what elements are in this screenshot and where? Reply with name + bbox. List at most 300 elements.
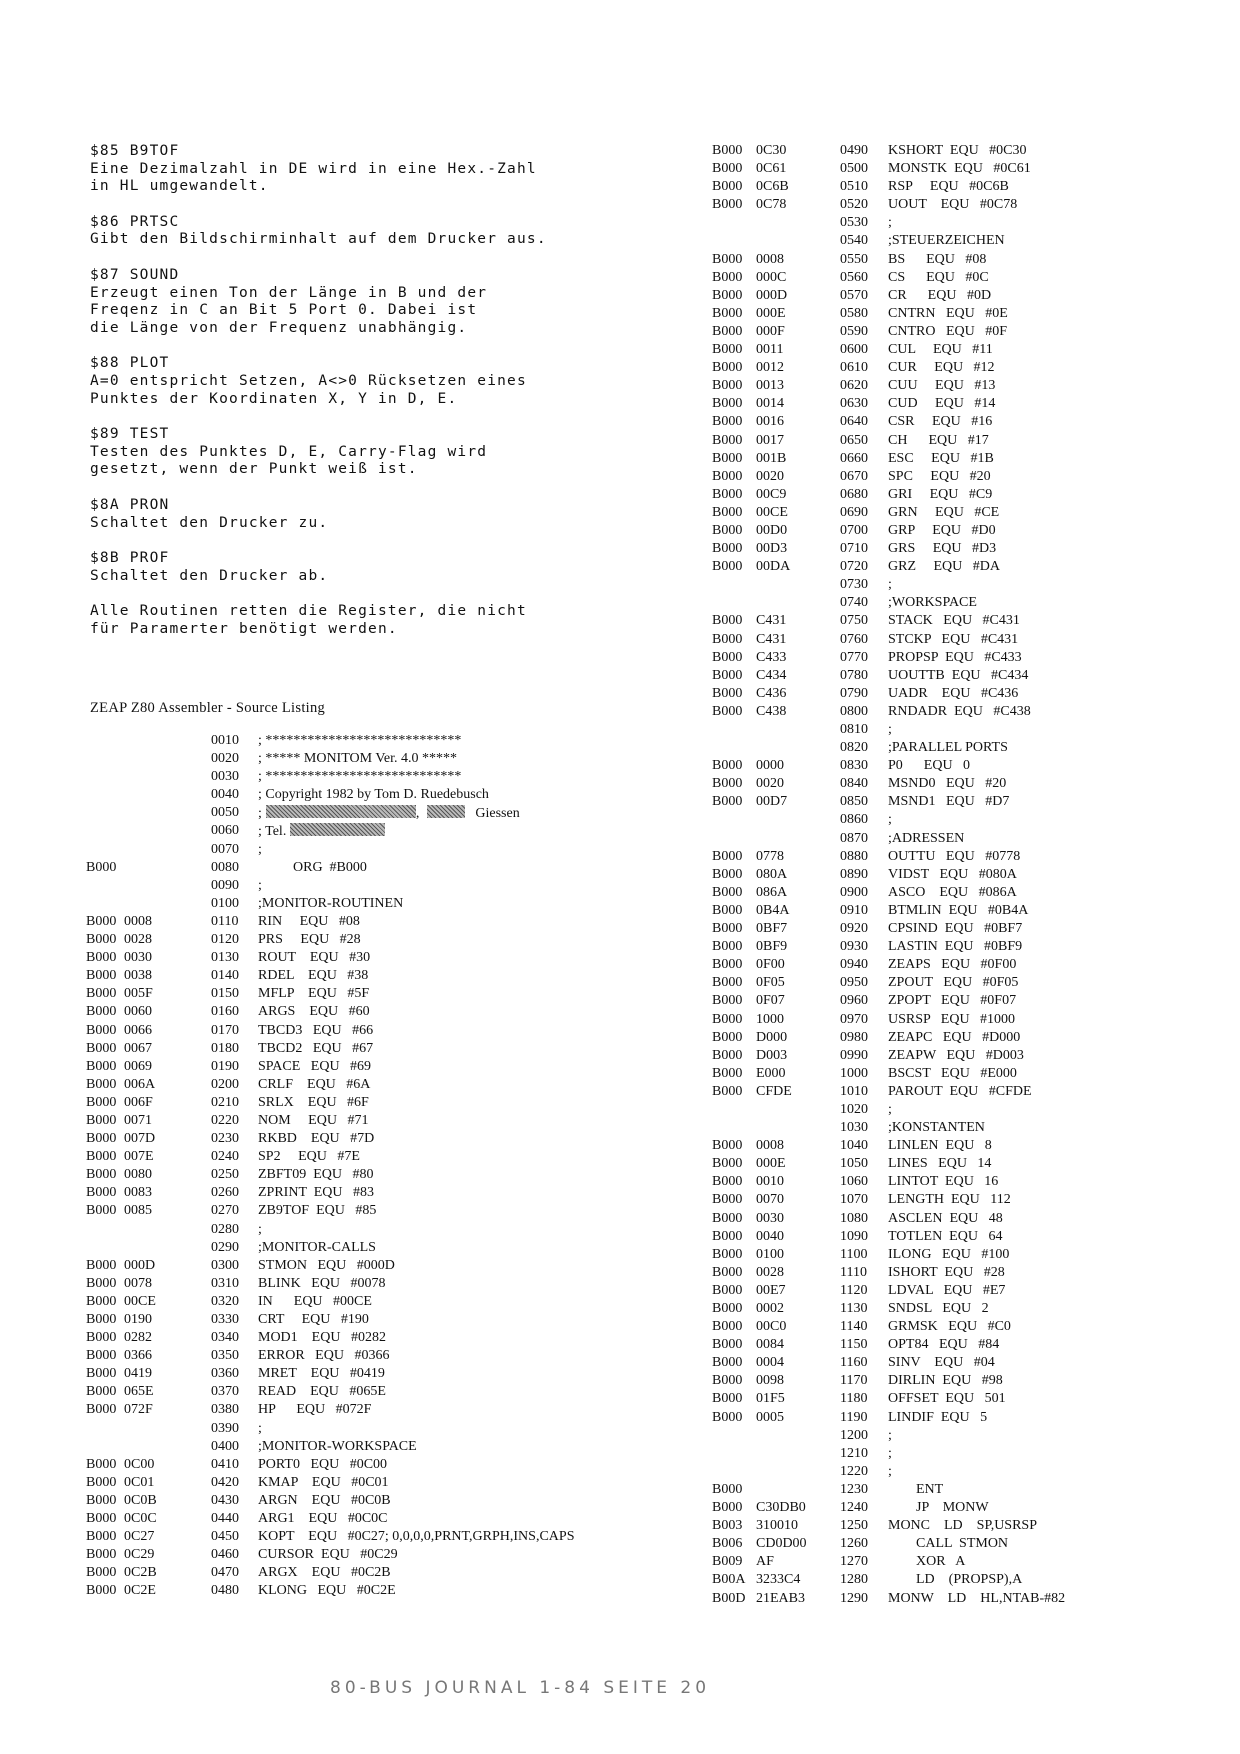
listing-segment: B000 bbox=[86, 1402, 117, 1418]
routine-heading: $89 TEST bbox=[90, 426, 170, 443]
listing-line-number: 1240 bbox=[840, 1500, 868, 1516]
listing-object-code: 007D bbox=[124, 1131, 156, 1147]
listing-source: ; ***** MONITOM Ver. 4.0 ***** bbox=[258, 751, 457, 767]
listing-object-code: 0C2E bbox=[124, 1583, 156, 1599]
listing-object-code: 0070 bbox=[756, 1192, 784, 1208]
listing-segment: B000 bbox=[712, 1264, 743, 1280]
listing-object-code: 0BF9 bbox=[756, 939, 788, 955]
listing-object-code: 0B4A bbox=[756, 902, 790, 918]
listing-source: ZEAPC EQU #D000 bbox=[888, 1029, 1021, 1045]
listing-segment: B000 bbox=[712, 1500, 743, 1516]
listing-source: USRSP EQU #1000 bbox=[888, 1011, 1016, 1027]
routine-text: Gibt den Bildschirminhalt auf dem Drucker aus. bbox=[90, 231, 547, 248]
listing-object-code: 0078 bbox=[124, 1275, 152, 1291]
listing-segment: B000 bbox=[712, 957, 743, 973]
listing-line-number: 0440 bbox=[211, 1511, 239, 1527]
listing-source: SINV EQU #04 bbox=[888, 1355, 995, 1371]
listing-segment: B000 bbox=[712, 522, 743, 538]
listing-source: LD (PROPSP),A bbox=[888, 1572, 1023, 1588]
listing-segment: B000 bbox=[712, 1029, 743, 1045]
listing-line-number: 0680 bbox=[840, 486, 868, 502]
listing-line-number: 0560 bbox=[840, 269, 868, 285]
listing-segment: B000 bbox=[712, 1282, 743, 1298]
listing-segment: B000 bbox=[86, 1366, 117, 1382]
listing-source: OUTTU EQU #0778 bbox=[888, 848, 1021, 864]
listing-source bbox=[258, 805, 520, 822]
listing-line-number: 0100 bbox=[211, 895, 239, 911]
listing-object-code: 0008 bbox=[756, 251, 784, 267]
listing-source: READ EQU #065E bbox=[258, 1384, 386, 1400]
listing-line-number: 0750 bbox=[840, 613, 868, 629]
listing-object-code: 0010 bbox=[756, 1174, 784, 1190]
listing-object-code: CFDE bbox=[756, 1083, 792, 1099]
listing-object-code: C431 bbox=[756, 613, 787, 629]
listing-line-number: 0530 bbox=[840, 215, 868, 231]
listing-object-code: 00CE bbox=[124, 1293, 156, 1309]
listing-object-code: 00E7 bbox=[756, 1282, 786, 1298]
listing-object-code: 3233C4 bbox=[756, 1572, 801, 1588]
listing-source: TBCD2 EQU #67 bbox=[258, 1040, 374, 1056]
listing-source: KSHORT EQU #0C30 bbox=[888, 143, 1027, 158]
listing-source: ENT bbox=[888, 1481, 944, 1497]
listing-object-code: 0100 bbox=[756, 1246, 784, 1262]
listing-source-text: ; Tel. bbox=[258, 824, 287, 840]
listing-object-code: 0C30 bbox=[756, 143, 787, 158]
listing-line-number: 0190 bbox=[211, 1058, 239, 1074]
listing-line-number: 0220 bbox=[211, 1112, 239, 1128]
listing-source: ISHORT EQU #28 bbox=[888, 1264, 1005, 1280]
listing-line-number: 0930 bbox=[840, 939, 868, 955]
listing-line-number: 0800 bbox=[840, 703, 868, 719]
listing-object-code: 0020 bbox=[756, 776, 784, 792]
listing-segment: B000 bbox=[712, 794, 743, 810]
listing-segment: B000 bbox=[712, 432, 743, 448]
listing-source: GRI EQU #C9 bbox=[888, 486, 993, 502]
listing-segment: B000 bbox=[712, 1337, 743, 1353]
listing-source: MONW LD HL,NTAB-#82 bbox=[888, 1590, 1066, 1606]
listing-line-number: 1000 bbox=[840, 1065, 868, 1081]
listing-source: ; bbox=[888, 1445, 892, 1461]
listing-line-number: 0510 bbox=[840, 179, 868, 195]
listing-source: RSP EQU #0C6B bbox=[888, 179, 1009, 195]
listing-object-code: 0038 bbox=[124, 968, 152, 984]
listing-line-number: 0740 bbox=[840, 595, 868, 611]
listing-source: SPC EQU #20 bbox=[888, 468, 991, 484]
routine-entry bbox=[90, 550, 650, 585]
listing-segment: B000 bbox=[712, 143, 743, 158]
listing-source: LINES EQU 14 bbox=[888, 1156, 992, 1172]
listing-segment: B000 bbox=[712, 1391, 743, 1407]
listing-source: KOPT EQU #0C27; 0,0,0,0,PRNT,GRPH,INS,CAPS bbox=[258, 1529, 575, 1545]
listing-object-code: 005F bbox=[124, 986, 153, 1002]
listing-source: CRLF EQU #6A bbox=[258, 1076, 371, 1092]
listing-object-code: 0028 bbox=[756, 1264, 784, 1280]
listing-segment: B000 bbox=[712, 1481, 743, 1497]
listing-line-number: 0030 bbox=[211, 769, 239, 785]
listing-line-number: 0730 bbox=[840, 577, 868, 593]
listing-line-number: 0390 bbox=[211, 1420, 239, 1436]
listing-source: MRET EQU #0419 bbox=[258, 1366, 385, 1382]
listing-line-number: 1220 bbox=[840, 1463, 868, 1479]
listing-segment: B000 bbox=[86, 913, 117, 929]
listing-source: ASCO EQU #086A bbox=[888, 884, 1017, 900]
listing-object-code: 00D3 bbox=[756, 541, 788, 557]
listing-line-number: 0230 bbox=[211, 1131, 239, 1147]
listing-source: PROPSP EQU #C433 bbox=[888, 649, 1022, 665]
listing-source: P0 EQU 0 bbox=[888, 758, 971, 774]
listing-segment: B000 bbox=[712, 1011, 743, 1027]
listing-segment: B000 bbox=[712, 450, 743, 466]
listing-source: PAROUT EQU #CFDE bbox=[888, 1083, 1032, 1099]
listing-line-number: 0780 bbox=[840, 667, 868, 683]
listing-line-number: 0110 bbox=[211, 913, 239, 929]
listing-object-code: 0016 bbox=[756, 414, 784, 430]
listing-segment: B000 bbox=[86, 1040, 117, 1056]
listing-segment: B000 bbox=[712, 667, 743, 683]
listing-line-number: 1010 bbox=[840, 1083, 868, 1099]
listing-line-number: 0170 bbox=[211, 1022, 239, 1038]
listing-segment: B000 bbox=[712, 685, 743, 701]
listing-line-number: 0550 bbox=[840, 251, 868, 267]
listing-line-number: 0840 bbox=[840, 776, 868, 792]
listing-segment: B000 bbox=[86, 1275, 117, 1291]
listing-object-code: 000C bbox=[756, 269, 787, 285]
listing-source: STACK EQU #C431 bbox=[888, 613, 1020, 629]
listing-source: SRLX EQU #6F bbox=[258, 1094, 369, 1110]
listing-source: CALL STMON bbox=[888, 1536, 1009, 1552]
listing-object-code: 0F05 bbox=[756, 975, 785, 991]
listing-line-number: 0920 bbox=[840, 921, 868, 937]
listing-segment: B000 bbox=[712, 1174, 743, 1190]
listing-line-number: 0590 bbox=[840, 323, 868, 339]
listing-segment: B000 bbox=[86, 986, 117, 1002]
listing-segment: B000 bbox=[86, 1203, 117, 1219]
listing-source: ZEAPW EQU #D003 bbox=[888, 1047, 1024, 1063]
listing-line-number: 0790 bbox=[840, 685, 868, 701]
listing-source: CH EQU #17 bbox=[888, 432, 989, 448]
listing-object-code: 006A bbox=[124, 1076, 156, 1092]
listing-source: ORG #B000 bbox=[258, 859, 367, 875]
listing-object-code: 001B bbox=[756, 450, 787, 466]
listing-line-number: 1190 bbox=[840, 1409, 868, 1425]
listing-segment: B000 bbox=[712, 649, 743, 665]
listing-source: ; **************************** bbox=[258, 769, 462, 785]
listing-object-code: 0008 bbox=[124, 913, 152, 929]
listing-segment: B000 bbox=[712, 1301, 743, 1316]
listing-object-code: C30DB0 bbox=[756, 1500, 806, 1516]
listing-object-code: 00D0 bbox=[756, 522, 788, 538]
listing-line-number: 1280 bbox=[840, 1572, 868, 1588]
listing-segment: B000 bbox=[86, 1167, 117, 1183]
routine-text: Schaltet den Drucker zu. bbox=[90, 514, 329, 531]
listing-line-number: 1170 bbox=[840, 1373, 868, 1389]
listing-line-number: 1140 bbox=[840, 1319, 868, 1335]
listing-segment: B000 bbox=[712, 287, 743, 303]
listing-line-number: 0900 bbox=[840, 884, 868, 900]
listing-segment: B000 bbox=[86, 1565, 117, 1581]
listing-source: RKBD EQU #7D bbox=[258, 1131, 375, 1147]
listing-line-number: 0850 bbox=[840, 794, 868, 810]
listing-source: ; bbox=[888, 812, 892, 828]
listing-line-number: 0700 bbox=[840, 522, 868, 538]
listing-object-code: E000 bbox=[756, 1065, 786, 1081]
listing-line-number: 0810 bbox=[840, 722, 868, 737]
listing-segment: B000 bbox=[86, 1022, 117, 1038]
routine-text: Eine Dezimalzahl in DE wird in eine Hex.-Zahl bbox=[90, 160, 537, 177]
listing-source: ROUT EQU #30 bbox=[258, 950, 371, 966]
listing-line-number: 0330 bbox=[211, 1312, 239, 1327]
listing-object-code: 0F07 bbox=[756, 993, 785, 1009]
listing-line-number: 1290 bbox=[840, 1590, 868, 1606]
listing-line-number: 0980 bbox=[840, 1029, 868, 1045]
listing-source: SNDSL EQU 2 bbox=[888, 1301, 989, 1316]
listing-source: ;MONITOR-CALLS bbox=[258, 1239, 376, 1255]
listing-source: HP EQU #072F bbox=[258, 1402, 372, 1418]
listing-object-code: 0282 bbox=[124, 1330, 152, 1346]
listing-source: CNTRO EQU #0F bbox=[888, 323, 1008, 339]
listing-line-number: 0970 bbox=[840, 1011, 868, 1027]
listing-segment: B000 bbox=[86, 1004, 117, 1020]
listing-object-code: 072F bbox=[124, 1402, 153, 1418]
listing-segment: B000 bbox=[712, 1210, 743, 1226]
routine-entry bbox=[90, 214, 650, 249]
listing-source: ZB9TOF EQU #85 bbox=[258, 1203, 377, 1219]
listing-segment: B009 bbox=[712, 1554, 743, 1570]
listing-segment: B000 bbox=[712, 161, 743, 177]
listing-source: ESC EQU #1B bbox=[888, 450, 994, 466]
routine-entry bbox=[90, 143, 650, 196]
listing-segment: B000 bbox=[712, 1138, 743, 1154]
listing-line-number: 1200 bbox=[840, 1427, 868, 1443]
listing-line-number: 0950 bbox=[840, 975, 868, 991]
listing-object-code: 0C27 bbox=[124, 1529, 155, 1545]
listing-line-number: 1160 bbox=[840, 1355, 868, 1371]
listing-source: OPT84 EQU #84 bbox=[888, 1337, 1000, 1353]
listing-source: ARG1 EQU #0C0C bbox=[258, 1511, 388, 1527]
listing-object-code: 21EAB3 bbox=[756, 1590, 805, 1606]
listing-segment: B000 bbox=[86, 1293, 117, 1309]
listing-segment: B000 bbox=[86, 1456, 117, 1472]
listing-source: PORT0 EQU #0C00 bbox=[258, 1456, 388, 1472]
listing-source: LASTIN EQU #0BF9 bbox=[888, 939, 1023, 955]
listing-object-code: 0083 bbox=[124, 1185, 152, 1201]
routine-heading: $8A PRON bbox=[90, 496, 170, 513]
routine-heading: $88 PLOT bbox=[90, 355, 170, 372]
listing-source: CUR EQU #12 bbox=[888, 360, 995, 376]
listing-source: BS EQU #08 bbox=[888, 251, 987, 267]
listing-object-code: 00C0 bbox=[756, 1319, 787, 1335]
listing-line-number: 0080 bbox=[211, 859, 239, 875]
listing-segment: B000 bbox=[712, 269, 743, 285]
listing-source: CS EQU #0C bbox=[888, 269, 989, 285]
listing-object-code: 080A bbox=[756, 866, 788, 882]
listing-source: CNTRN EQU #0E bbox=[888, 305, 1008, 321]
listing-line-number: 0060 bbox=[211, 823, 239, 839]
listing-source: BSCST EQU #E000 bbox=[888, 1065, 1017, 1081]
listing-line-number: 0830 bbox=[840, 758, 868, 774]
listing-source: LINDIF EQU 5 bbox=[888, 1409, 988, 1425]
listing-segment: B000 bbox=[712, 559, 743, 575]
listing-line-number: 1120 bbox=[840, 1282, 868, 1298]
listing-source: CRT EQU #190 bbox=[258, 1312, 369, 1327]
listing-segment: B000 bbox=[712, 776, 743, 792]
listing-line-number: 0940 bbox=[840, 957, 868, 973]
listing-source bbox=[258, 823, 385, 840]
routine-entry bbox=[90, 426, 650, 479]
listing-source: ZBFT09 EQU #80 bbox=[258, 1167, 374, 1183]
listing-line-number: 1260 bbox=[840, 1536, 868, 1552]
listing-source: MSND0 EQU #20 bbox=[888, 776, 1007, 792]
listing-source: UADR EQU #C436 bbox=[888, 685, 1019, 701]
listing-object-code: 0002 bbox=[756, 1301, 784, 1316]
listing-source: DIRLIN EQU #98 bbox=[888, 1373, 1003, 1389]
listing-source: MSND1 EQU #D7 bbox=[888, 794, 1010, 810]
listing-line-number: 0340 bbox=[211, 1330, 239, 1346]
listing-line-number: 0620 bbox=[840, 378, 868, 394]
listing-line-number: 0130 bbox=[211, 950, 239, 966]
routine-heading: $86 PRTSC bbox=[90, 213, 180, 230]
listing-segment: B003 bbox=[712, 1518, 743, 1534]
routine-text: gesetzt, wenn der Punkt weiß ist. bbox=[90, 461, 418, 478]
listing-line-number: 1100 bbox=[840, 1246, 868, 1262]
listing-line-number: 0470 bbox=[211, 1565, 239, 1581]
redaction-bar bbox=[266, 805, 416, 818]
listing-object-code: 0066 bbox=[124, 1022, 152, 1038]
listing-object-code: 00C9 bbox=[756, 486, 787, 502]
listing-segment: B000 bbox=[712, 414, 743, 430]
listing-source: NOM EQU #71 bbox=[258, 1112, 369, 1128]
listing-object-code: 0060 bbox=[124, 1004, 152, 1020]
listing-object-code: 007E bbox=[124, 1149, 154, 1165]
listing-object-code: 0028 bbox=[124, 932, 152, 948]
listing-object-code: D003 bbox=[756, 1047, 788, 1063]
listing-segment: B000 bbox=[86, 932, 117, 948]
listing-source: VIDST EQU #080A bbox=[888, 866, 1017, 882]
listing-source: IN EQU #00CE bbox=[258, 1293, 372, 1309]
listing-source: KMAP EQU #0C01 bbox=[258, 1474, 389, 1490]
listing-object-code: C434 bbox=[756, 667, 787, 683]
listing-source: ARGS EQU #60 bbox=[258, 1004, 370, 1020]
listing-object-code: 0BF7 bbox=[756, 921, 788, 937]
listing-source: CUU EQU #13 bbox=[888, 378, 996, 394]
listing-source: ;ADRESSEN bbox=[888, 830, 965, 846]
listing-line-number: 0270 bbox=[211, 1203, 239, 1219]
listing-segment: B000 bbox=[712, 1246, 743, 1262]
listing-source: ASCLEN EQU 48 bbox=[888, 1210, 1003, 1226]
listing-segment: B000 bbox=[712, 323, 743, 339]
listing-object-code: 065E bbox=[124, 1384, 154, 1400]
listing-line-number: 0770 bbox=[840, 649, 868, 665]
listing-object-code: 0005 bbox=[756, 1409, 784, 1425]
routine-text: Punktes der Koordinaten X, Y in D, E. bbox=[90, 390, 458, 407]
listing-object-code: 0C0C bbox=[124, 1511, 157, 1527]
listing-object-code: 0C2B bbox=[124, 1565, 157, 1581]
listing-segment: B000 bbox=[712, 866, 743, 882]
listing-line-number: 0860 bbox=[840, 812, 868, 828]
listing-segment: B000 bbox=[712, 541, 743, 557]
listing-source: ; bbox=[258, 841, 262, 857]
listing-source: RIN EQU #08 bbox=[258, 913, 360, 929]
listing-source: XOR A bbox=[888, 1554, 966, 1570]
listing-source: STCKP EQU #C431 bbox=[888, 631, 1019, 647]
listing-segment: B000 bbox=[86, 950, 117, 966]
listing-line-number: 1020 bbox=[840, 1101, 868, 1117]
listing-object-code: 0098 bbox=[756, 1373, 784, 1389]
listing-segment: B000 bbox=[712, 197, 743, 213]
listing-line-number: 0020 bbox=[211, 751, 239, 767]
listing-source: ;WORKSPACE bbox=[888, 595, 977, 611]
listing-line-number: 0290 bbox=[211, 1239, 239, 1255]
listing-line-number: 1270 bbox=[840, 1554, 868, 1570]
listing-segment: B000 bbox=[712, 468, 743, 484]
listing-line-number: 0280 bbox=[211, 1221, 239, 1237]
listing-segment: B000 bbox=[712, 179, 743, 195]
listing-line-number: 0120 bbox=[211, 932, 239, 948]
routine-entry bbox=[90, 497, 650, 532]
listing-line-number: 1110 bbox=[840, 1264, 867, 1280]
listing-line-number: 1060 bbox=[840, 1174, 868, 1190]
listing-source: UOUT EQU #0C78 bbox=[888, 197, 1018, 213]
listing-source: MOD1 EQU #0282 bbox=[258, 1330, 386, 1346]
listing-object-code: 0C61 bbox=[756, 161, 787, 177]
listing-object-code: 0C6B bbox=[756, 179, 789, 195]
listing-source: ;MONITOR-WORKSPACE bbox=[258, 1438, 417, 1454]
listing-segment: B000 bbox=[712, 1047, 743, 1063]
listing-segment: B000 bbox=[712, 1156, 743, 1172]
listing-source: SPACE EQU #69 bbox=[258, 1058, 372, 1074]
listing-line-number: 0910 bbox=[840, 902, 868, 918]
listing-source: ; bbox=[888, 1427, 892, 1443]
listing-source: ; bbox=[888, 215, 892, 231]
listing-object-code: 0012 bbox=[756, 360, 784, 376]
listing-source: CUL EQU #11 bbox=[888, 342, 993, 358]
listing-source: ;PARALLEL PORTS bbox=[888, 740, 1008, 756]
routine-text: Testen des Punktes D, E, Carry-Flag wird bbox=[90, 443, 488, 460]
listing-object-code: 0020 bbox=[756, 468, 784, 484]
listing-line-number: 0660 bbox=[840, 450, 868, 466]
listing-source: CURSOR EQU #0C29 bbox=[258, 1547, 398, 1563]
listing-source: ;STEUERZEICHEN bbox=[888, 233, 1005, 249]
listing-line-number: 0360 bbox=[211, 1366, 239, 1382]
listing-line-number: 0460 bbox=[211, 1547, 239, 1563]
listing-object-code: 1000 bbox=[756, 1011, 784, 1027]
listing-segment: B000 bbox=[712, 396, 743, 412]
listing-segment: B000 bbox=[86, 1330, 117, 1346]
listing-object-code: 310010 bbox=[756, 1518, 798, 1534]
listing-segment: B000 bbox=[712, 975, 743, 991]
listing-segment: B000 bbox=[712, 1319, 743, 1335]
listing-source: KLONG EQU #0C2E bbox=[258, 1583, 396, 1599]
listing-line-number: 1030 bbox=[840, 1120, 868, 1136]
listing-object-code: 00DA bbox=[756, 559, 791, 575]
listing-object-code: 0013 bbox=[756, 378, 784, 394]
listing-object-code: 0014 bbox=[756, 396, 784, 412]
listing-line-number: 0540 bbox=[840, 233, 868, 249]
listing-segment: B000 bbox=[712, 902, 743, 918]
listing-object-code: 00D7 bbox=[756, 794, 788, 810]
listing-segment: B00D bbox=[712, 1590, 746, 1606]
listing-object-code: 0190 bbox=[124, 1312, 152, 1327]
listing-object-code: 0C01 bbox=[124, 1474, 155, 1490]
listing-segment: B000 bbox=[86, 1131, 117, 1147]
listing-source: GRMSK EQU #C0 bbox=[888, 1319, 1011, 1335]
listing-segment: B000 bbox=[712, 504, 743, 520]
listing-line-number: 0250 bbox=[211, 1167, 239, 1183]
listing-segment: B000 bbox=[86, 1348, 117, 1364]
listing-line-number: 0400 bbox=[211, 1438, 239, 1454]
listing-line-number: 0690 bbox=[840, 504, 868, 520]
listing-line-number: 0200 bbox=[211, 1076, 239, 1092]
